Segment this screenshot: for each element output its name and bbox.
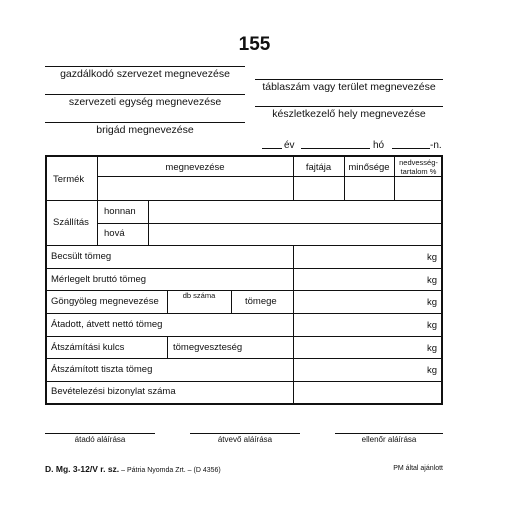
unit-name-label: szervezeti egység megnevezése <box>68 96 222 108</box>
to-input[interactable] <box>149 224 443 244</box>
month-line[interactable] <box>301 148 370 149</box>
net-weight-unit: kg <box>426 320 437 331</box>
storage-name-line[interactable] <box>255 106 443 107</box>
receiver-signature-line[interactable] <box>190 433 300 434</box>
product-name-input[interactable] <box>98 177 292 199</box>
packaging-weight-label: tömege <box>245 296 277 307</box>
gross-weight-unit: kg <box>426 275 437 286</box>
storage-name-label: készletkezelő hely megnevezése <box>272 108 426 120</box>
product-quality-input[interactable] <box>345 177 393 199</box>
clean-weight-unit: kg <box>426 365 437 376</box>
footer-left <box>45 464 221 474</box>
publisher: – Pátria Nyomda Zrt. – (D 4356) <box>121 467 221 474</box>
form-number: 155 <box>238 34 271 55</box>
giver-signature-label: átadó aláírása <box>74 435 126 444</box>
from-label: honnan <box>104 206 136 217</box>
clean-weight-label: Átszámított tiszta tömeg <box>51 364 153 375</box>
day-label: -n. <box>430 140 442 151</box>
brigade-name-label: brigád megnevezése <box>96 124 194 136</box>
to-label: hová <box>104 228 125 239</box>
plot-name-label: táblaszám vagy terület megnevezése <box>262 81 436 93</box>
type-col-header: fajtája <box>305 162 332 173</box>
receiver-signature-label: átvevő aláírása <box>217 435 273 444</box>
packaging-count-label: db száma <box>182 291 216 300</box>
checker-signature-line[interactable] <box>335 433 443 434</box>
brigade-name-line[interactable] <box>45 122 245 123</box>
net-weight-label: Átadott, átvett nettó tömeg <box>51 319 163 330</box>
packaging-label: Göngyöleg megnevezése <box>51 296 159 307</box>
product-label: Termék <box>53 174 85 185</box>
giver-signature-line[interactable] <box>45 433 155 434</box>
farm-name-line[interactable] <box>45 66 245 67</box>
packaging-weight-unit: kg <box>426 297 437 308</box>
gross-weight-label: Mérlegelt bruttó tömeg <box>51 274 147 285</box>
weight-loss-unit: kg <box>426 343 437 354</box>
form-code: D. Mg. 3-12/V r. sz. <box>45 464 120 474</box>
name-col-header: megnevezése <box>165 162 225 173</box>
unit-name-line[interactable] <box>45 94 245 95</box>
quality-col-header: minősége <box>348 162 390 173</box>
farm-name-label: gazdálkodó szervezet megnevezése <box>60 68 230 80</box>
year-line[interactable] <box>262 148 282 149</box>
weight-loss-label: tömegveszteség <box>173 342 243 353</box>
month-label: hó <box>373 140 385 151</box>
year-label: év <box>284 140 295 151</box>
conversion-key-label: Átszámítási kulcs <box>51 342 125 353</box>
form-table <box>45 155 443 405</box>
transport-label: Szállítás <box>53 217 89 228</box>
plot-name-line[interactable] <box>255 79 443 80</box>
moisture-col-header: nedvesség- tartalom % <box>399 158 438 176</box>
product-type-input[interactable] <box>294 177 343 199</box>
estimated-weight-label: Becsült tömeg <box>51 251 112 262</box>
checker-signature-label: ellenőr aláírása <box>361 435 417 444</box>
product-moisture-input[interactable] <box>395 177 443 199</box>
from-input[interactable] <box>149 201 443 222</box>
day-line[interactable] <box>392 148 430 149</box>
receipt-number-label: Bevételezési bizonylat száma <box>51 386 176 397</box>
recommended-label: PM által ajánlott <box>393 465 443 472</box>
estimated-weight-unit: kg <box>426 252 437 263</box>
